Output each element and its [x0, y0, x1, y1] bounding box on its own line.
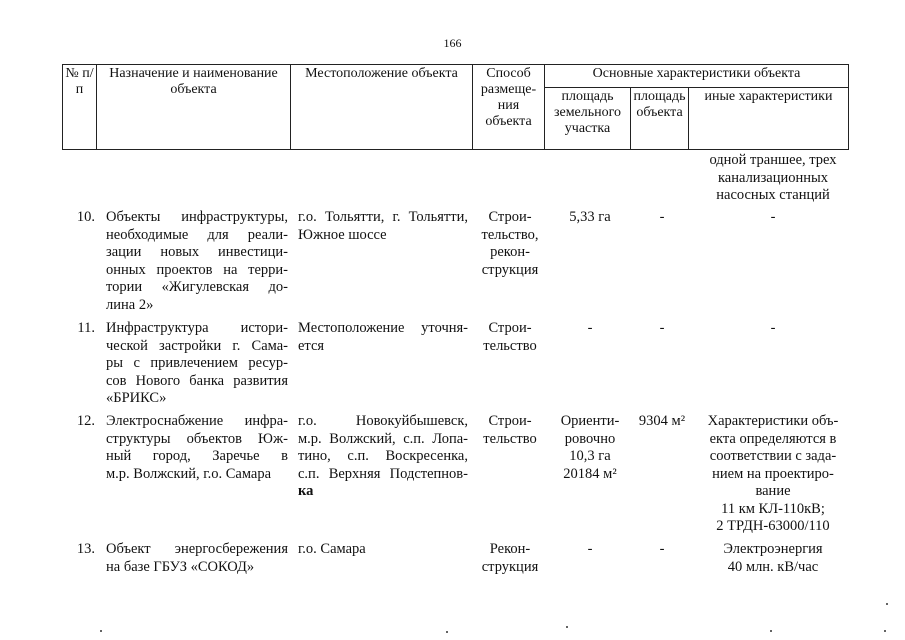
object-name-line: на базе ГБУЗ «СОКОД» [106, 558, 255, 575]
other-characteristics-line: Электроэнергия [723, 541, 823, 557]
object-area [633, 320, 691, 338]
object-name-line: зации новых инвестици- [106, 244, 288, 260]
object-location [298, 209, 468, 244]
placement-method [474, 209, 546, 279]
table-header [62, 64, 849, 150]
object-location-line: м.р. Волжский, с.п. Лопа- [298, 430, 468, 447]
land-area-line: - [587, 541, 593, 557]
object-name-line: Инфраструктура истори- [106, 320, 288, 336]
object-name-line: Электроснабжение инфра- [106, 413, 288, 429]
other-characteristics-line: нием на проектиро- [712, 465, 834, 482]
object-location-line: ка [298, 483, 314, 499]
object-name [106, 413, 288, 483]
scan-speck [884, 630, 886, 632]
other-characteristics [693, 413, 853, 536]
land-area-line: - [587, 320, 593, 336]
other-characteristics-line: Характеристики объ- [707, 413, 839, 429]
placement-method-line: Строи- [488, 413, 532, 429]
land-area-line: 10,3 га [569, 448, 611, 464]
page-number: 166 [443, 36, 462, 50]
object-location [298, 413, 468, 501]
object-area [633, 541, 691, 559]
scan-speck [770, 630, 772, 632]
object-name-line: «БРИКС» [106, 390, 167, 406]
land-area-line: Ориенти- [560, 413, 620, 429]
other-characteristics-line: соответствии с зада- [709, 448, 837, 464]
scan-speck [446, 631, 448, 633]
object-location-line: г.о. Тольятти, г. Тольятти, [298, 209, 468, 225]
object-location-line: тино, с.п. Воскресенка, [298, 448, 468, 464]
placement-method-line: тельство [483, 430, 537, 447]
object-location [298, 320, 468, 355]
other-characteristics-line: екта определяются в [709, 430, 837, 447]
land-area [548, 413, 632, 483]
scan-speck [100, 630, 102, 632]
placement-method-line: рекон- [490, 244, 530, 260]
other-characteristics [693, 541, 853, 576]
land-area [548, 541, 632, 559]
placement-method [474, 413, 546, 448]
placement-method-line: Строи- [488, 320, 532, 336]
other-characteristics-line: - [770, 209, 776, 225]
object-location [298, 541, 468, 559]
object-location-line: с.п. Верхняя Подстепнов- [298, 465, 468, 482]
object-name-line: ческой застройки г. Сама- [106, 337, 288, 354]
object-name-line: лина 2» [106, 296, 154, 313]
placement-method [474, 541, 546, 576]
scan-speck [886, 603, 888, 605]
other-characteristics-line: - [770, 320, 776, 336]
object-name-line: ный город, Заречье в [106, 448, 288, 464]
other-characteristics-line: 40 млн. кВ/час [727, 558, 819, 575]
row-number: 11. [77, 320, 95, 336]
row-number: 12. [76, 413, 95, 429]
object-name-line: необходимые для реали- [106, 226, 288, 243]
object-area [633, 209, 691, 227]
object-location-line: ется [298, 337, 325, 354]
object-location-line: г.о. Самара [298, 541, 366, 557]
placement-method-line: струкция [481, 261, 539, 278]
object-area-line: - [659, 209, 665, 225]
object-area-line: - [659, 541, 665, 557]
object-name-line: онных проектов на терри- [106, 261, 288, 278]
land-area-line: 5,33 га [569, 209, 611, 225]
object-name [106, 209, 288, 314]
placement-method-line: тельство [483, 337, 537, 354]
other-characteristics-line: вание [755, 483, 791, 499]
object-name-line: м.р. Волжский, г.о. Самара [106, 465, 272, 482]
object-name [106, 541, 288, 576]
other-characteristics [693, 209, 853, 227]
header-land-area: площадь земельного участка [545, 87, 631, 149]
object-area-line: - [659, 320, 665, 336]
placement-method [474, 320, 546, 355]
placement-method-line: тельство, [481, 226, 539, 243]
object-name [106, 320, 288, 408]
header-other: иные характеристики [689, 87, 849, 149]
object-name-line: сов Нового банка развития [106, 372, 288, 389]
land-area-line: ровочно [564, 430, 616, 447]
continuation-text: одной траншее, трех канализационных насосных станций [709, 152, 837, 203]
header-object-area: площадь объекта [631, 87, 689, 149]
placement-method-line: Строи- [488, 209, 532, 225]
header-location: Местоположение объекта [291, 65, 473, 150]
header-main-characteristics: Основные характеристики объекта [545, 65, 849, 88]
object-location-line: Южное шоссе [298, 226, 387, 243]
header-method: Способ размеще-ния объекта [473, 65, 545, 150]
header-num: № п/п [63, 65, 97, 150]
row-number: 13. [76, 541, 95, 557]
object-name-line: ры с привлечением ресур- [106, 355, 288, 371]
object-name-line: тории «Жигулевская до- [106, 279, 288, 295]
object-name-line: Объект энергосбережения [106, 541, 288, 557]
object-location-line: г.о. Новокуйбышевск, [298, 413, 468, 429]
object-name-line: структуры объектов Юж- [106, 430, 288, 447]
land-area-line: 20184 м² [563, 465, 617, 482]
land-area [548, 209, 632, 227]
object-area [633, 413, 691, 431]
scan-speck [566, 626, 568, 628]
placement-method-line: струкция [481, 558, 539, 575]
row-number: 10. [76, 209, 95, 225]
land-area [548, 320, 632, 338]
other-characteristics-line: 2 ТРДН-63000/110 [716, 518, 830, 534]
object-location-line: Местоположение уточня- [298, 320, 468, 336]
other-characteristics [693, 320, 853, 338]
object-name-line: Объекты инфраструктуры, [106, 209, 288, 225]
header-name: Назначение и наименование объекта [97, 65, 291, 150]
other-characteristics-line: 11 км КЛ-110кВ; [721, 500, 825, 517]
object-area-line: 9304 м² [638, 413, 686, 429]
placement-method-line: Рекон- [489, 541, 531, 557]
